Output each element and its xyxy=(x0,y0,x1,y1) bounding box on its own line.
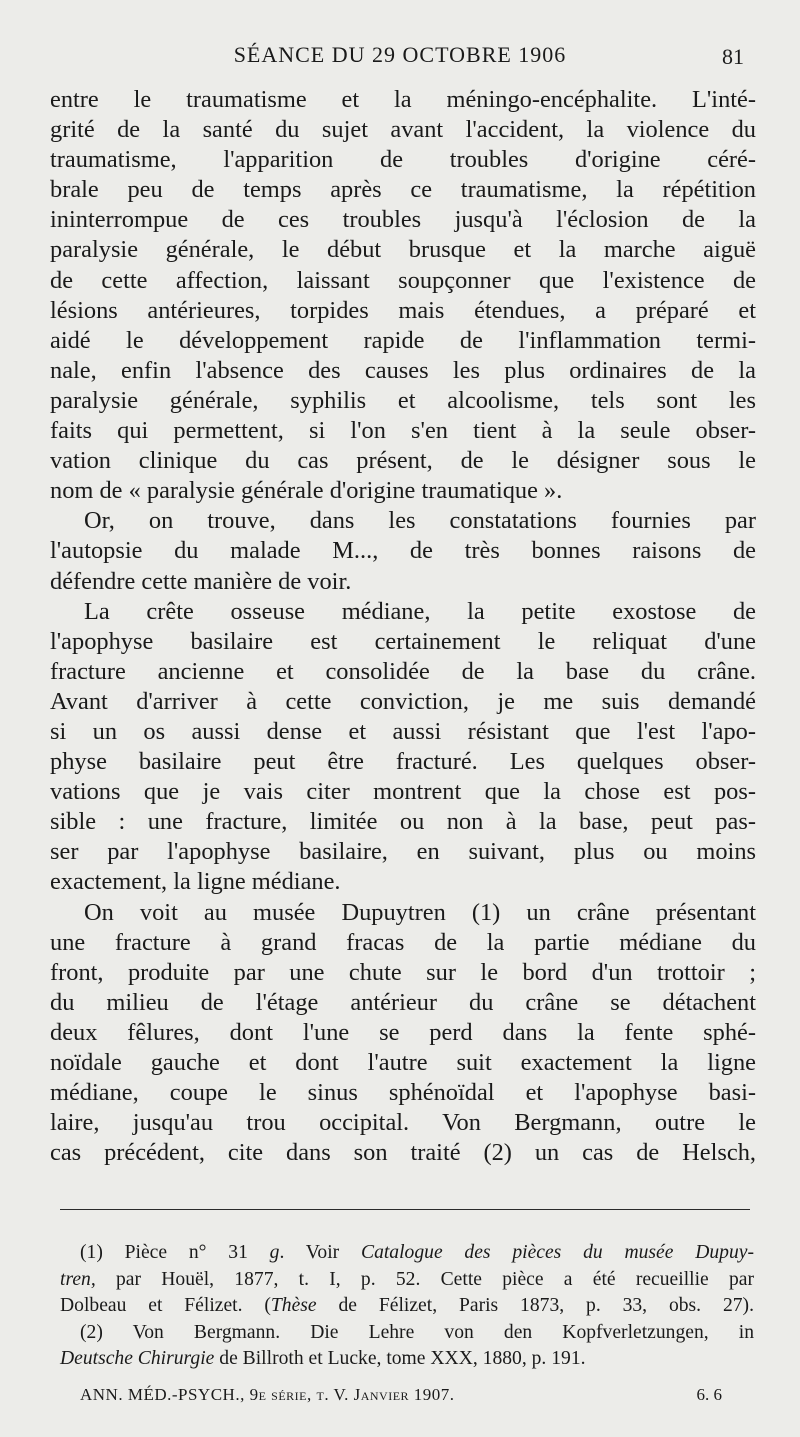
text-line: faits qui permettent, si l'on s'en tient à la seule obser- xyxy=(50,417,756,445)
text-line: La crête osseuse médiane, la petite exostose de xyxy=(84,597,756,625)
imprint-signature: 6. 6 xyxy=(696,1385,722,1404)
footnote-1-line xyxy=(60,1293,754,1320)
text-line: entre le traumatisme et la méningo-encéphalite. L'inté- xyxy=(50,86,756,113)
text-line: brale peu de temps après ce traumatisme, la répétition xyxy=(50,176,756,204)
text-line: aidé le développement rapide de l'inflammation termi- xyxy=(50,326,756,354)
text-line: l'apophyse basilaire est certainement le reliquat d'une xyxy=(50,627,756,655)
footnote-text: par Houël, 1877, t. I, p. 52. Cette pièce a été recueillie par xyxy=(95,1268,754,1290)
body-text xyxy=(50,85,756,1168)
text-line: grité de la santé du sujet avant l'accident, la violence du xyxy=(50,116,756,144)
footnote-text: tren, xyxy=(60,1268,96,1290)
text-line: médiane, coupe le sinus sphénoïdal et l'apophyse basi- xyxy=(50,1079,756,1107)
text-line: ininterrompue de ces troubles jusqu'à l'éclosion de la xyxy=(50,206,756,234)
footnote-1-line xyxy=(60,1240,754,1267)
text-line: nom de « paralysie générale d'origine traumatique ». xyxy=(50,477,563,505)
text-line: si un os aussi dense et aussi résistant que l'est l'apo- xyxy=(50,717,756,745)
text-line: ser par l'apophyse basilaire, en suivant, plus ou moins xyxy=(50,838,756,866)
text-line: fracture ancienne et consolidée de la base du crâne. xyxy=(50,657,756,685)
running-head-title: SÉANCE DU 29 OCTOBRE 1906 xyxy=(233,42,567,67)
imprint-journal: ANN. MÉD.-PSYCH., 9e série, t. V. Janvier 1907. xyxy=(80,1385,455,1404)
text-line: noïdale gauche et dont l'autre suit exactement la ligne xyxy=(50,1049,756,1076)
text-line: Or, on trouve, dans les constatations fournies par xyxy=(84,507,756,535)
text-line: physe basilaire peut être fracturé. Les quelques obser- xyxy=(50,748,756,776)
footnote-text: (2) Von Bergmann. Die Lehre von den Kopfverletzungen, in xyxy=(80,1321,754,1343)
text-line: traumatisme, l'apparition de troubles d'origine céré- xyxy=(50,146,756,174)
text-line: paralysie générale, le début brusque et la marche aiguë xyxy=(50,236,756,264)
footnote-text: g xyxy=(269,1242,280,1263)
text-line: paralysie générale, syphilis et alcoolisme, tels sont les xyxy=(50,386,756,414)
text-line: vation clinique du cas présent, de le désigner sous le xyxy=(50,447,756,475)
text-line: du milieu de l'étage antérieur du crâne se détachent xyxy=(50,988,756,1016)
running-head xyxy=(50,40,750,74)
text-line: l'autopsie du malade M..., de très bonnes raisons de xyxy=(50,537,756,565)
footnote-text: (1) Pièce n° 31 xyxy=(80,1242,270,1263)
text-line: défendre cette manière de voir. xyxy=(50,567,352,595)
text-line: deux fêlures, dont l'une se perd dans la fente sphé- xyxy=(50,1018,756,1046)
footnote-2-line xyxy=(60,1320,754,1347)
text-line: sible : une fracture, limitée ou non à la base, peut pas- xyxy=(50,808,756,836)
footnote-text: Thèse xyxy=(270,1295,317,1317)
printer-imprint xyxy=(80,1385,740,1415)
text-line: nale, enfin l'absence des causes les plus ordinaires de la xyxy=(50,356,756,384)
footnote-text: Dolbeau et Félizet. ( xyxy=(60,1295,271,1317)
text-line: une fracture à grand fracas de la partie médiane du xyxy=(50,928,756,956)
page-number: 81 xyxy=(722,44,744,69)
footnote-text: de Félizet, Paris 1873, p. 33, obs. 27). xyxy=(316,1295,754,1317)
text-line: On voit au musée Dupuytren (1) un crâne présentant xyxy=(84,898,756,926)
footnote-text: . Voir xyxy=(279,1242,361,1263)
footnote-text: Deutsche Chirurgie xyxy=(60,1348,215,1370)
text-line: laire, jusqu'au trou occipital. Von Bergmann, outre le xyxy=(50,1109,756,1137)
footnote-text: de Billroth et Lucke, tome XXX, 1880, p. 191. xyxy=(214,1348,586,1370)
footnote-1-line xyxy=(60,1267,754,1294)
text-line: exactement, la ligne médiane. xyxy=(50,868,341,896)
text-line: cas précédent, cite dans son traité (2) un cas de Helsch, xyxy=(50,1139,756,1167)
text-line: de cette affection, laissant soupçonner que l'existence de xyxy=(50,266,756,294)
text-line: vations que je vais citer montrent que la chose est pos- xyxy=(50,778,756,806)
footnote-divider xyxy=(60,1209,750,1210)
footnote-2-line xyxy=(60,1346,754,1373)
text-line: front, produite par une chute sur le bord d'un trottoir ; xyxy=(50,958,756,986)
footnote-text: Catalogue des pièces du musée Dupuy- xyxy=(361,1242,754,1263)
footnotes xyxy=(60,1240,754,1373)
text-line: lésions antérieures, torpides mais étendues, a préparé et xyxy=(50,296,756,324)
text-line: Avant d'arriver à cette conviction, je me suis demandé xyxy=(50,687,756,715)
